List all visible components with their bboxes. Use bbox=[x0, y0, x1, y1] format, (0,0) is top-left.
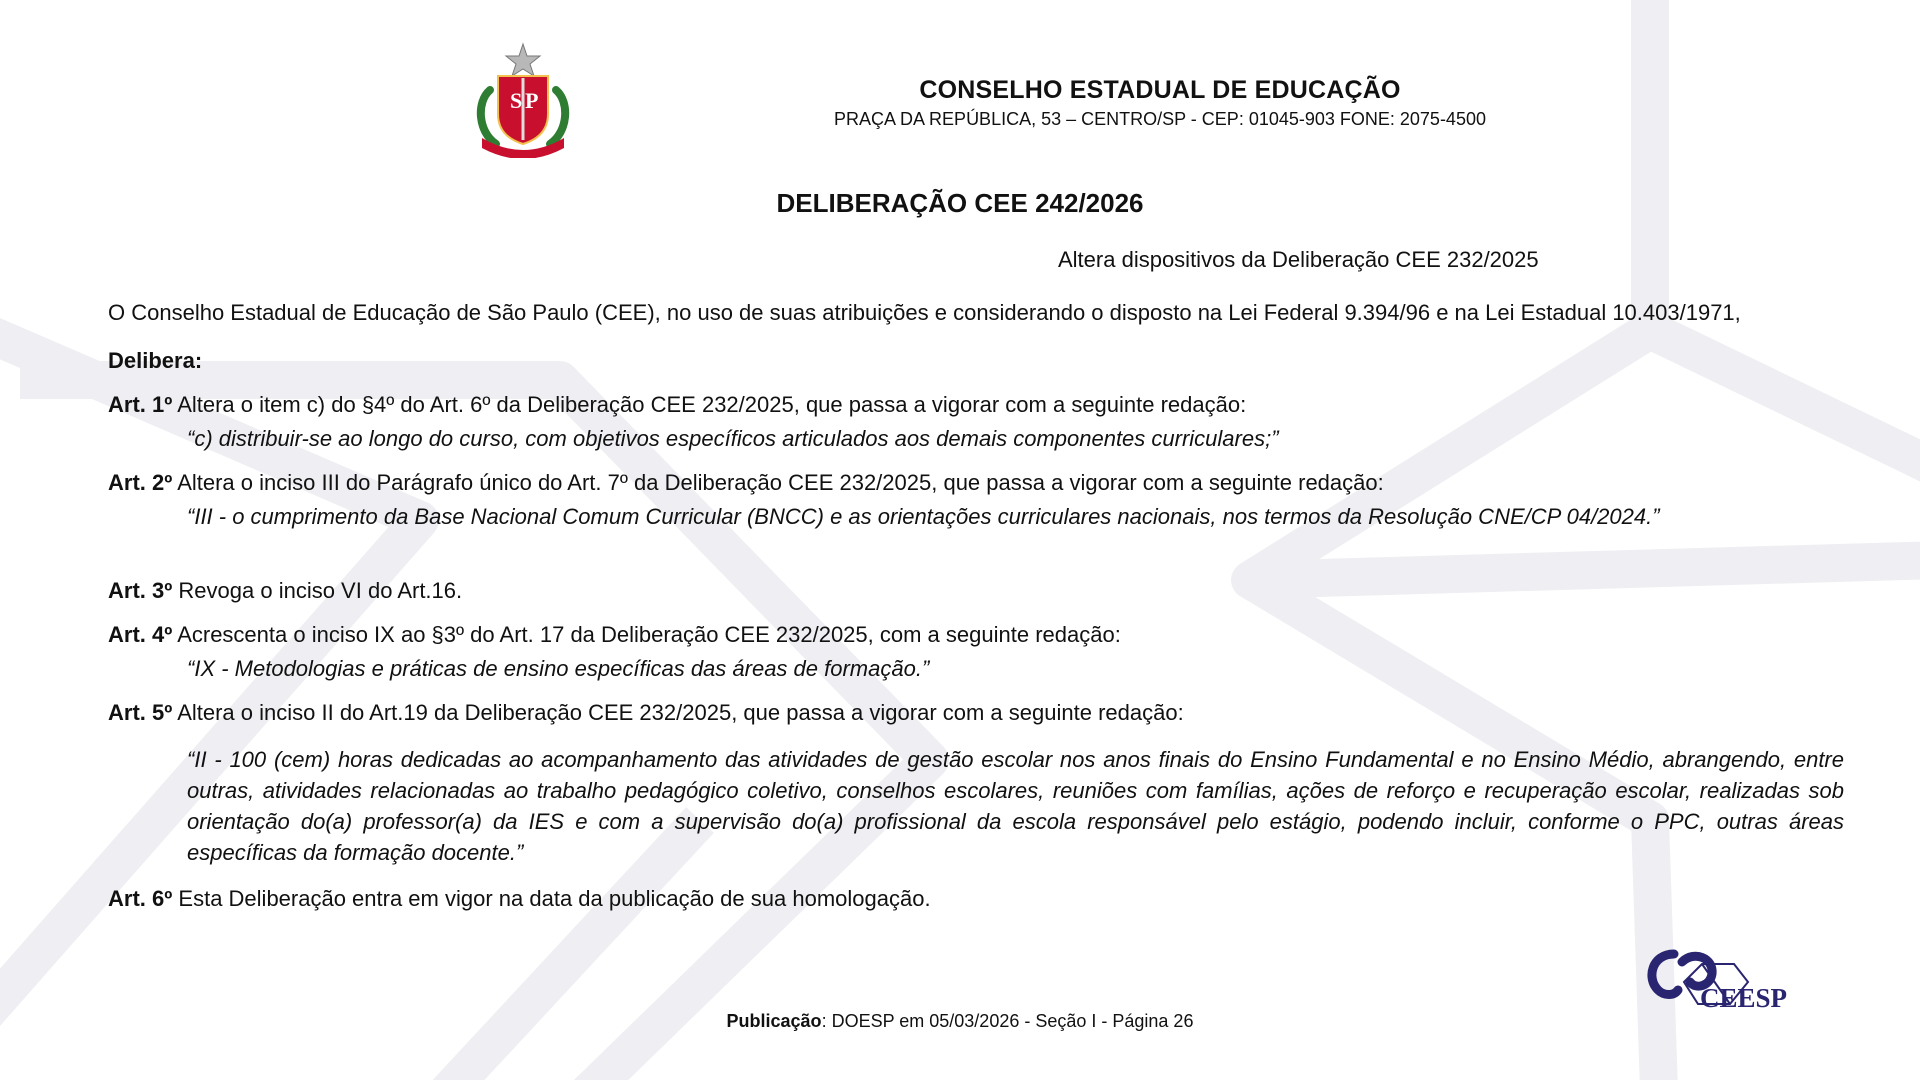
ceesp-wordmark: CEESP bbox=[1700, 983, 1788, 1013]
article-quote: “c) distribuir-se ao longo do curso, com objetivos específicos articulados aos demais componentes curriculares;” bbox=[187, 426, 1279, 451]
article-text: Altera o inciso II do Art.19 da Deliberação CEE 232/2025, que passa a vigorar com a seguinte redação: bbox=[177, 700, 1184, 725]
article-text: Acrescenta o inciso IX ao §3º do Art. 17 da Deliberação CEE 232/2025, com a seguinte redação: bbox=[177, 622, 1121, 647]
publication-text: : DOESP em 05/03/2026 - Seção I - Página 26 bbox=[821, 1011, 1194, 1031]
article-label: Art. 3º bbox=[108, 578, 173, 603]
article-quote: “II - 100 (cem) horas dedicadas ao acompanhamento das atividades de gestão escolar nos anos finais do Ensino Fundamental e no Ensino Médio, abrangendo, entre outras, atividades relacionadas ao trabalho pedagógico coletivo, conselhos escolares, reuniões com famílias, ações de reforço e recuperação escolar, realizadas sob orientação do(a) professor(a) da IES e com a supervisão do(a) profissional da escola responsável pelo estágio, podendo incluir, conforme o PPC, outras áreas específicas da formação docente.” bbox=[187, 747, 1844, 865]
article-quote: “IX - Metodologias e práticas de ensino específicas das áreas de formação.” bbox=[187, 656, 930, 681]
delibera-heading: Delibera: bbox=[108, 348, 203, 373]
article-text: Altera o item c) do §4º do Art. 6º da Deliberação CEE 232/2025, que passa a vigorar com a seguinte redação: bbox=[177, 392, 1247, 417]
svg-text:P: P bbox=[525, 88, 539, 113]
document-header bbox=[560, 76, 1760, 130]
article-label: Art. 4º bbox=[108, 622, 173, 647]
deliberation-body bbox=[108, 300, 1844, 912]
article-quote: “III - o cumprimento da Base Nacional Comum Curricular (BNCC) e as orientações curriculares nacionais, nos termos da Resolução CNE/CP 04/2024.” bbox=[187, 504, 1660, 529]
article-text: Revoga o inciso VI do Art.16. bbox=[178, 578, 463, 603]
article-label: Art. 6º bbox=[108, 886, 173, 911]
article-label: Art. 1º bbox=[108, 392, 173, 417]
svg-text:S: S bbox=[510, 88, 523, 113]
publication-label: Publicação bbox=[726, 1011, 822, 1031]
deliberation-title: DELIBERAÇÃO CEE 242/2026 bbox=[776, 188, 1144, 218]
article-text: Altera o inciso III do Parágrafo único do Art. 7º da Deliberação CEE 232/2025, que passa a vigorar com a seguinte redação: bbox=[177, 470, 1384, 495]
article-2 bbox=[108, 470, 1844, 530]
intro-paragraph: O Conselho Estadual de Educação de São Paulo (CEE), no uso de suas atribuições e considerando o disposto na Lei Federal 9.394/96 e na Lei Estadual 10.403/1971, bbox=[108, 300, 1741, 325]
article-label: Art. 2º bbox=[108, 470, 173, 495]
publication-footer bbox=[0, 1011, 1920, 1032]
article-4 bbox=[108, 622, 1844, 682]
article-1 bbox=[108, 392, 1844, 452]
council-address: PRAÇA DA REPÚBLICA, 53 – CENTRO/SP - CEP: 01045-903 FONE: 2075-4500 bbox=[834, 109, 1486, 129]
article-6 bbox=[108, 886, 1844, 912]
council-title: CONSELHO ESTADUAL DE EDUCAÇÃO bbox=[919, 76, 1401, 104]
article-label: Art. 5º bbox=[108, 700, 173, 725]
article-5 bbox=[108, 700, 1844, 868]
deliberation-ementa: Altera dispositivos da Deliberação CEE 232/2025 bbox=[1058, 247, 1539, 272]
article-text: Esta Deliberação entra em vigor na data da publicação de sua homologação. bbox=[178, 886, 931, 911]
article-3 bbox=[108, 578, 1844, 604]
